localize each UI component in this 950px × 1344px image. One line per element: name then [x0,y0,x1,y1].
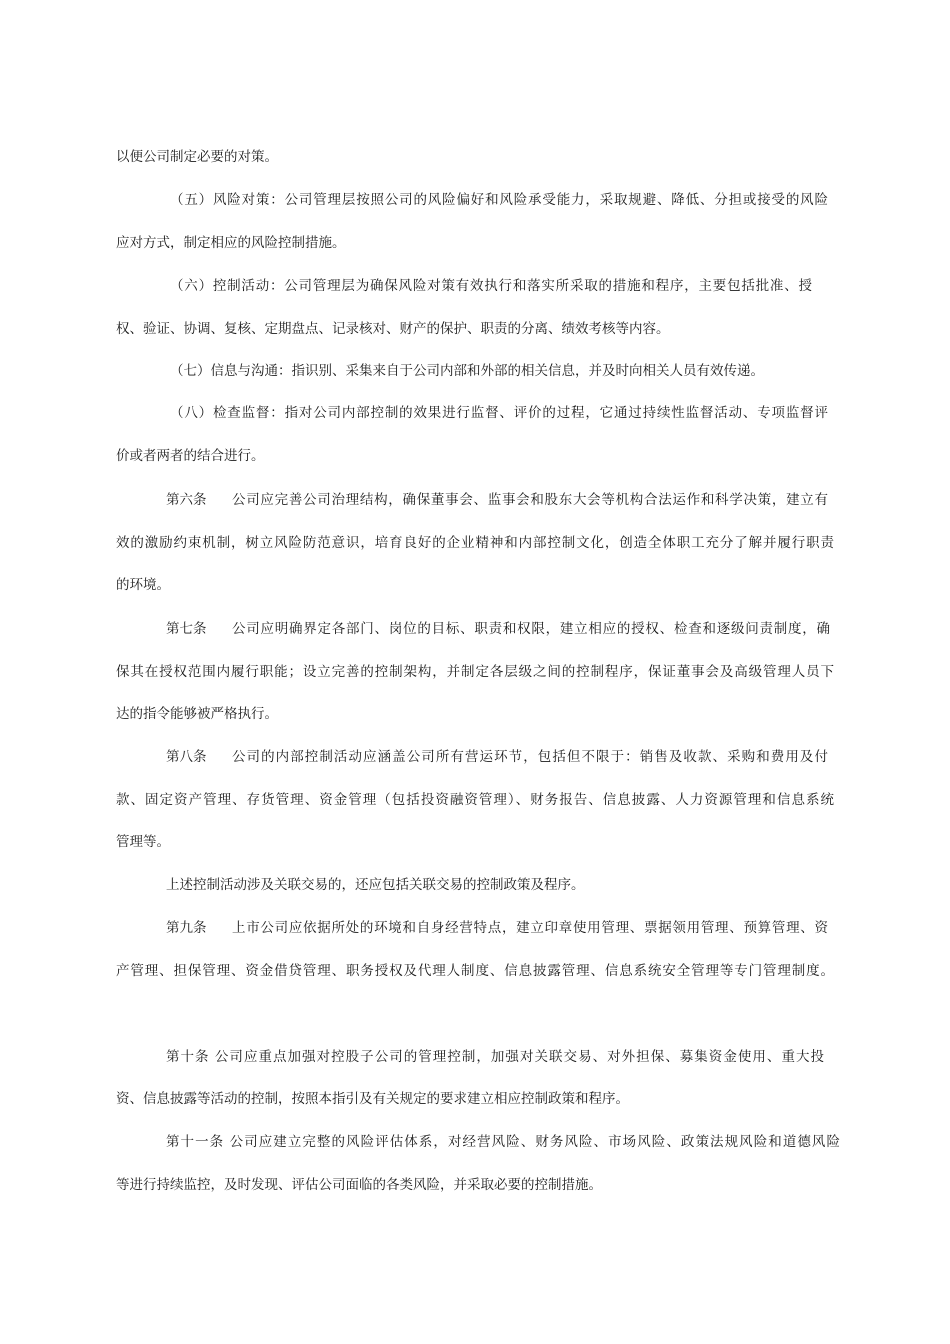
article-heading: 第九条 [166,920,207,936]
text-line: 上述控制活动涉及关联交易的，还应包括关联交易的控制政策及程序。 [166,877,585,893]
article-heading: 第七条 [166,621,207,637]
text-line: 款、固定资产管理、存货管理、资金管理（包括投资融资管理）、财务报告、信息披露、人力资源管理和信息系统 [116,792,834,808]
text-line: 公司应完善公司治理结构，确保董事会、监事会和股东大会等机构合法运作和科学决策，建立有 [232,492,828,508]
text-line: （七）信息与沟通：指识别、采集来自于公司内部和外部的相关信息，并及时向相关人员有效传递。 [170,363,764,379]
text-line: 管理等。 [116,834,170,850]
text-line: 公司应明确界定各部门、岗位的目标、职责和权限，建立相应的授权、检查和逐级问责制度，确 [232,621,830,637]
text-line: 资、信息披露等活动的控制，按照本指引及有关规定的要求建立相应控制政策和程序。 [116,1091,629,1107]
article-heading: 第六条 [166,492,207,508]
text-line: 的环境。 [116,577,170,593]
text-line: 第十一条 公司应建立完整的风险评估体系，对经营风险、财务风险、市场风险、政策法规风险和道德风险 [166,1134,840,1150]
text-line: 以便公司制定必要的对策。 [116,149,278,165]
text-line: 上市公司应依据所处的环境和自身经营特点，建立印章使用管理、票据领用管理、预算管理、资 [232,920,828,936]
text-line: 达的指令能够被严格执行。 [116,706,278,722]
text-line: 公司的内部控制活动应涵盖公司所有营运环节，包括但不限于：销售及收款、采购和费用及付 [232,749,828,765]
text-line: 保其在授权范围内履行职能；设立完善的控制架构，并制定各层级之间的控制程序，保证董事会及高级管理人员下 [116,664,834,680]
text-line: （五）风险对策：公司管理层按照公司的风险偏好和风险承受能力，采取规避、降低、分担或接受的风险 [170,192,828,208]
text-line: 权、验证、协调、复核、定期盘点、记录核对、财产的保护、职责的分离、绩效考核等内容。 [116,321,670,337]
text-line: 第十条 公司应重点加强对控股子公司的管理控制，加强对关联交易、对外担保、募集资金使用、重大投 [166,1049,824,1065]
text-line: （六）控制活动：公司管理层为确保风险对策有效执行和落实所采取的措施和程序，主要包括批准、授 [170,278,812,294]
text-line: 产管理、担保管理、资金借贷管理、职务授权及代理人制度、信息披露管理、信息系统安全管理等专门管理制度。 [116,963,834,979]
text-line: 效的激励约束机制，树立风险防范意识，培育良好的企业精神和内部控制文化，创造全体职工充分了解并履行职责 [116,535,834,551]
article-heading: 第八条 [166,749,207,765]
text-line: 价或者两者的结合进行。 [116,448,265,464]
text-line: （八）检查监督：指对公司内部控制的效果进行监督、评价的过程，它通过持续性监督活动、专项监督评 [170,405,828,421]
text-line: 等进行持续监控，及时发现、评估公司面临的各类风险，并采取必要的控制措施。 [116,1177,602,1193]
text-line: 应对方式，制定相应的风险控制措施。 [116,235,346,251]
